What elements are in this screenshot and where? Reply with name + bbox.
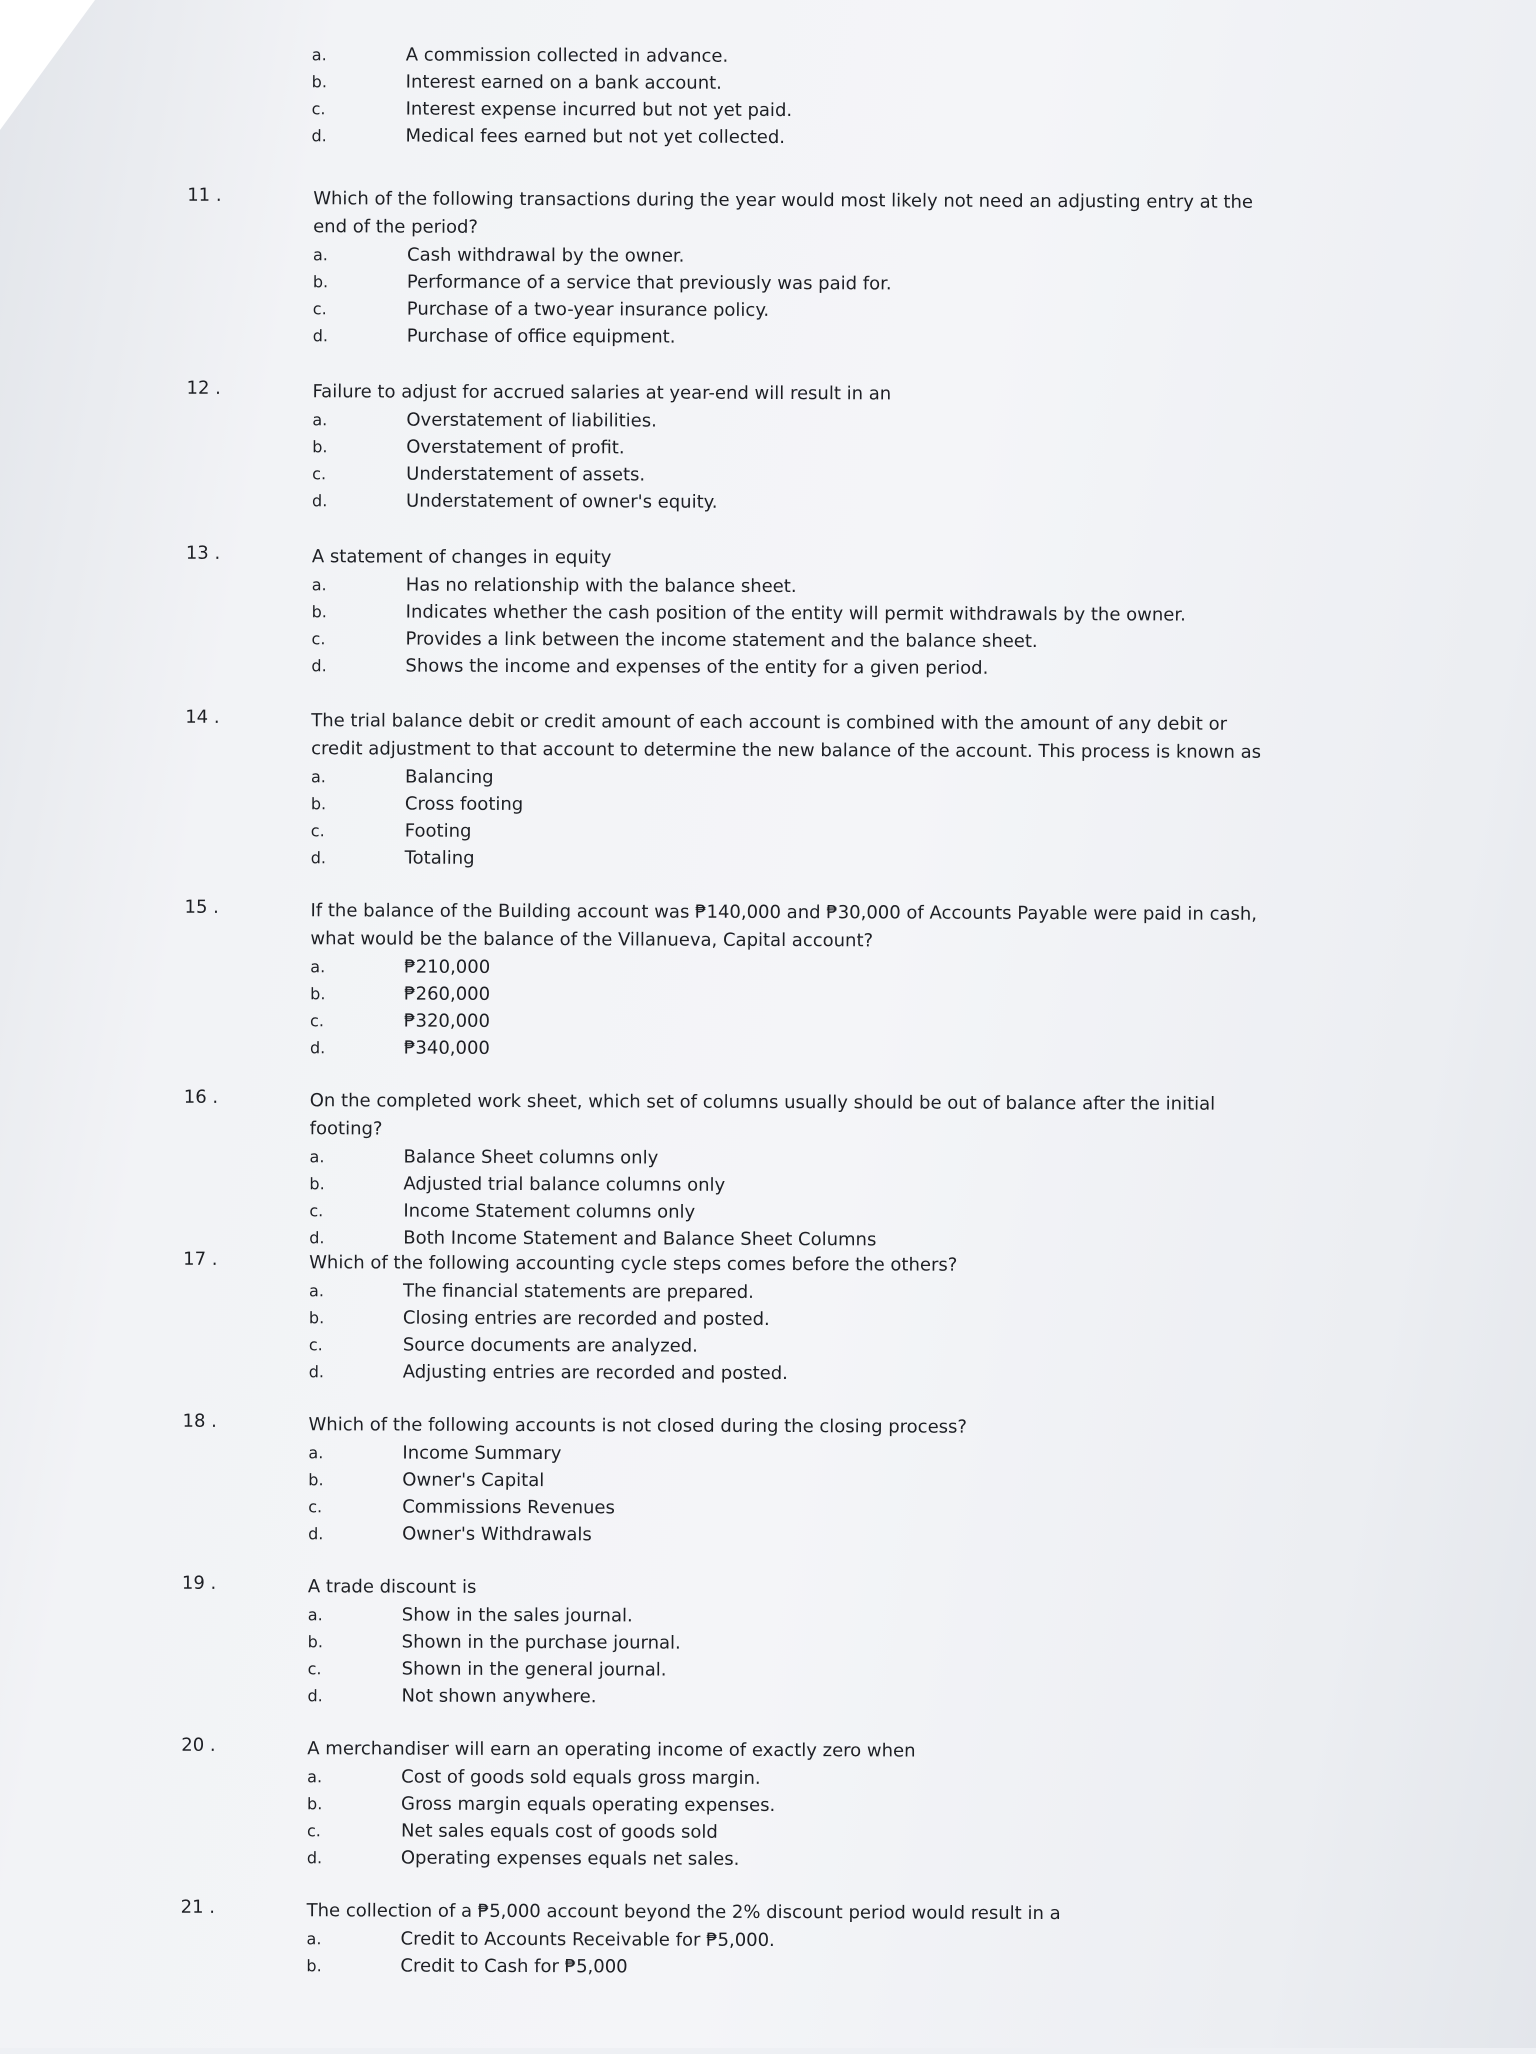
option-text: Shown in the purchase journal.: [401, 1631, 681, 1654]
option: [312, 41, 793, 70]
question-number: 19 .: [181, 1572, 217, 1594]
option-text: Medical fees earned but not yet collected.: [405, 125, 786, 149]
option: [309, 1170, 1273, 1201]
option: [311, 763, 1275, 794]
option: [306, 1952, 1270, 1983]
option-text: Not shown anywhere.: [401, 1685, 597, 1708]
option: [310, 1143, 1274, 1174]
option-text: Income Statement columns only: [403, 1200, 696, 1223]
option: [312, 460, 1276, 491]
option-letter: c.: [308, 1335, 323, 1355]
question-text: A merchandiser will earn an operating income of exactly zero when: [307, 1738, 916, 1762]
option-letter: a.: [310, 767, 326, 787]
option: [310, 1034, 1274, 1065]
option-text: Shown in the general journal.: [401, 1658, 667, 1681]
option-letter: d.: [306, 1848, 323, 1868]
option: [313, 322, 1277, 353]
option: [311, 790, 1275, 821]
option-letter: b.: [307, 1632, 323, 1652]
option: [308, 1439, 1272, 1470]
question-number: 13 .: [185, 542, 221, 564]
option-letter: a.: [310, 957, 326, 977]
option-text: Purchase of a two-year insurance policy.: [406, 298, 770, 321]
option-text: Purchase of office equipment.: [406, 325, 676, 348]
option-text: Source documents are analyzed.: [402, 1334, 698, 1357]
option-text: Balance Sheet columns only: [403, 1146, 659, 1169]
question-number: 14 .: [185, 706, 220, 728]
option-text: Understatement of assets.: [406, 463, 646, 486]
question-number: 11 .: [187, 184, 222, 206]
option: [312, 406, 1276, 437]
option: [307, 1763, 1271, 1794]
option-letter: a.: [309, 1281, 324, 1301]
option-letter: a.: [308, 1443, 324, 1463]
question-18: [182, 1411, 1273, 1551]
option-text: Closing entries are recorded and posted.: [402, 1307, 770, 1330]
question-16: [183, 1087, 1274, 1255]
option-letter: a.: [306, 1929, 322, 1949]
option-letter: a.: [307, 1767, 323, 1787]
option: [312, 571, 1276, 602]
option-letter: a.: [312, 410, 328, 430]
option-letter: d.: [312, 491, 328, 511]
option: [307, 1844, 1271, 1875]
option-letter: d.: [308, 1524, 324, 1544]
option: [310, 1007, 1274, 1038]
option: [309, 1304, 1273, 1335]
option-letter: d.: [311, 126, 327, 146]
option-letter: b.: [310, 794, 327, 814]
option-letter: c.: [310, 821, 325, 841]
option-text: Net sales equals cost of goods sold: [400, 1820, 718, 1843]
option: [309, 1277, 1273, 1308]
option-text: Owner's Withdrawals: [402, 1523, 592, 1546]
option-text: ₱260,000: [404, 983, 491, 1005]
option-letter: c.: [312, 464, 327, 484]
option: [308, 1655, 1272, 1686]
option-text: Cross footing: [404, 793, 524, 816]
option-letter: a.: [311, 575, 327, 595]
option-letter: b.: [311, 602, 327, 622]
question-13: [185, 543, 1276, 683]
option-letter: d.: [309, 1038, 326, 1058]
option-letter: b.: [308, 1308, 325, 1328]
option-text: Performance of a service that previously was paid for.: [406, 271, 892, 295]
option-letter: c.: [310, 1011, 325, 1031]
option: [308, 1466, 1272, 1497]
option-letter: d.: [312, 326, 328, 346]
question-text: A statement of changes in equity: [311, 546, 612, 569]
option: [308, 1601, 1272, 1632]
option-text: Interest expense incurred but not yet paid.: [405, 98, 793, 122]
option-text: Provides a link between the income statement and the balance sheet.: [405, 628, 1038, 652]
option-text: Owner's Capital: [402, 1469, 545, 1492]
question-number: 17 .: [183, 1248, 218, 1270]
option: [307, 1790, 1271, 1821]
question-15: [184, 897, 1275, 1065]
option-text: Overstatement of liabilities.: [406, 409, 657, 432]
option-text: Footing: [404, 820, 472, 842]
option-text: Operating expenses equals net sales.: [400, 1847, 740, 1870]
option-text: Indicates whether the cash position of the entity will permit withdrawals by the owner.: [405, 601, 1186, 626]
option: [312, 433, 1276, 464]
option: [313, 241, 1277, 272]
option-letter: c.: [311, 99, 326, 119]
question-text: The trial balance debit or credit amount of each account is combined with the amount of any debit or credit adjustment to that account to determine the new balance of the account. This process is known as: [311, 710, 1262, 763]
option-letter: d.: [308, 1362, 325, 1382]
option: [312, 487, 1276, 518]
option: [312, 598, 1276, 629]
option-text: The financial statements are prepared.: [403, 1280, 754, 1303]
question-20: [181, 1735, 1272, 1875]
question-text: Which of the following accounts is not closed during the closing process?: [308, 1414, 968, 1438]
option: [311, 817, 1275, 848]
option-text: Shows the income and expenses of the entity for a given period.: [405, 655, 989, 679]
option-letter: c.: [308, 1497, 323, 1517]
question-17: [183, 1249, 1274, 1389]
option-letter: b.: [310, 984, 326, 1004]
option-text: Overstatement of profit.: [406, 436, 625, 459]
question-number: 12 .: [186, 377, 221, 399]
option: [309, 1331, 1273, 1362]
option-text: Adjusting entries are recorded and posted.: [402, 1361, 788, 1385]
option-letter: b.: [309, 1174, 325, 1194]
option-text: Income Summary: [402, 1442, 562, 1465]
question-19: [181, 1573, 1272, 1713]
option: [313, 268, 1277, 299]
option-letter: c.: [306, 1821, 321, 1841]
option: [307, 1925, 1271, 1956]
option-text: Commissions Revenues: [402, 1496, 615, 1519]
option: [312, 95, 793, 124]
option-letter: b.: [311, 72, 327, 92]
option-letter: d.: [311, 656, 327, 676]
option-text: ₱210,000: [404, 956, 491, 978]
option: [307, 1682, 1271, 1713]
question-number: 21 .: [180, 1896, 216, 1918]
option: [308, 1520, 1272, 1551]
option-text: Gross margin equals operating expenses.: [401, 1793, 776, 1816]
question-text: Which of the following accounting cycle steps comes before the others?: [309, 1252, 958, 1276]
option-letter: d.: [310, 848, 326, 868]
option-letter: b.: [306, 1956, 322, 1976]
option-text: Totaling: [404, 847, 475, 869]
option-letter: c.: [312, 299, 327, 319]
option-letter: d.: [309, 1228, 325, 1248]
question-14: [185, 707, 1276, 875]
option-text: Balancing: [404, 766, 494, 788]
question-11: [187, 185, 1278, 353]
question-number: 15 .: [184, 896, 219, 918]
option-text: Credit to Cash for ₱5,000: [400, 1955, 628, 1978]
option: [311, 652, 1275, 683]
option: [311, 625, 1275, 656]
option: [307, 1817, 1271, 1848]
option-letter: b.: [312, 437, 328, 457]
option-letter: b.: [308, 1470, 324, 1490]
option: [310, 980, 1274, 1011]
option: [311, 844, 1275, 875]
question-text: If the balance of the Building account was ₱140,000 and ₱30,000 of Accounts Payable were paid in cash, what would be the balance of the Villanueva, Capital account?: [310, 900, 1258, 952]
option: [312, 68, 793, 97]
question-12: [186, 378, 1277, 518]
option: [308, 1628, 1272, 1659]
option: [310, 953, 1274, 984]
question-number: 18 .: [182, 1410, 217, 1432]
option-text: ₱340,000: [403, 1037, 490, 1059]
option-letter: a.: [309, 1147, 325, 1167]
question-number: 20 .: [181, 1734, 216, 1756]
option-text: ₱320,000: [404, 1010, 491, 1032]
option-letter: d.: [307, 1686, 323, 1706]
question-text: The collection of a ₱5,000 account beyond the 2% discount period would result in a: [306, 1900, 1061, 1925]
option-text: A commission collected in advance.: [405, 44, 729, 67]
question-number: 16 .: [183, 1086, 219, 1108]
option-letter: b.: [307, 1794, 323, 1814]
option-text: Show in the sales journal.: [401, 1604, 633, 1627]
option-letter: c.: [309, 1201, 324, 1221]
option-text: Both Income Statement and Balance Sheet Columns: [403, 1227, 877, 1251]
question-21: [180, 1897, 1270, 1983]
option: [308, 1493, 1272, 1524]
option-letter: a.: [312, 245, 328, 265]
question-text: Which of the following transactions during the year would most likely not need an adjusting entry at the end of the period?: [313, 188, 1254, 238]
option-letter: b.: [312, 272, 329, 292]
option-letter: a.: [307, 1605, 323, 1625]
question-text: On the completed work sheet, which set of columns usually should be out of balance after the initial footing?: [309, 1090, 1216, 1140]
option-letter: c.: [311, 629, 326, 649]
continued-options: [311, 41, 792, 151]
option-text: Has no relationship with the balance sheet.: [405, 574, 797, 598]
option-text: Cash withdrawal by the owner.: [406, 244, 685, 267]
option: [313, 295, 1277, 326]
option-text: Adjusted trial balance columns only: [403, 1173, 726, 1196]
option: [309, 1197, 1273, 1228]
question-text: A trade discount is: [307, 1576, 477, 1598]
question-text: Failure to adjust for accrued salaries at year-end will result in an: [312, 381, 892, 405]
option-text: Cost of goods sold equals gross margin.: [401, 1766, 761, 1789]
option-letter: a.: [311, 45, 327, 65]
option-letter: c.: [307, 1659, 322, 1679]
option-text: Understatement of owner's equity.: [406, 490, 718, 513]
option: [309, 1358, 1273, 1389]
option-text: Interest earned on a bank account.: [405, 71, 722, 94]
option: [311, 122, 792, 151]
option-text: Credit to Accounts Receivable for ₱5,000.: [400, 1928, 775, 1951]
